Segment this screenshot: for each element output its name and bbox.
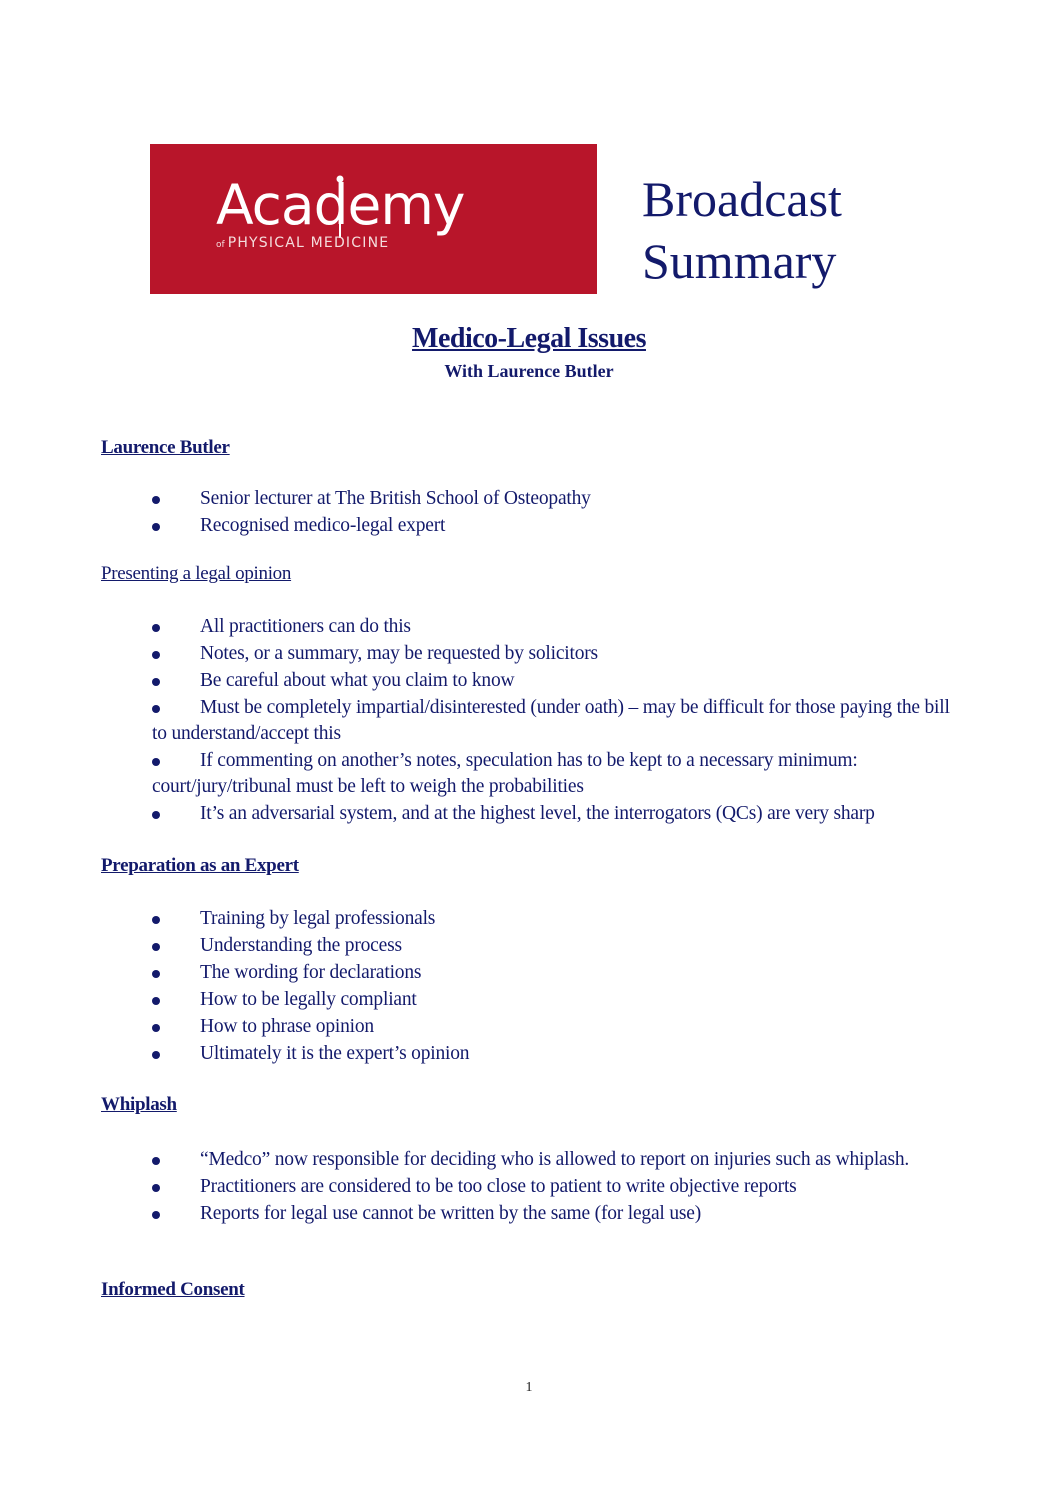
section-list-whiplash [152, 1147, 962, 1228]
list-item-text: Notes, or a summary, may be requested by solicitors [200, 643, 598, 664]
list-item-text: The wording for declarations [200, 962, 422, 983]
list-item-text: Ultimately it is the expert’s opinion [200, 1043, 470, 1064]
list-item-text: Be careful about what you claim to know [200, 670, 515, 691]
list-item [152, 801, 962, 827]
bullet-icon [152, 758, 160, 766]
section-heading-presenting-legal-opinion: Presenting a legal opinion [101, 563, 292, 584]
list-item-text: If commenting on another’s notes, speculation has to be kept to a necessary minimum: court/jury/tribunal must be left to weigh the probabilities [152, 750, 858, 797]
list-item [152, 960, 962, 986]
list-item [152, 1147, 962, 1173]
bullet-icon [152, 970, 160, 978]
section-heading-whiplash: Whiplash [101, 1094, 177, 1115]
list-item [152, 641, 962, 667]
broadcast-summary-heading [642, 168, 842, 292]
bullet-icon [152, 1024, 160, 1032]
list-item [152, 614, 962, 640]
bullet-icon [152, 1211, 160, 1219]
document-title: Medico-Legal Issues [412, 323, 646, 354]
list-item-text: Understanding the process [200, 935, 402, 956]
logo-wordmark: Academy [216, 173, 465, 237]
list-item [152, 1014, 962, 1040]
bullet-icon [152, 624, 160, 632]
list-item-text: It’s an adversarial system, and at the highest level, the interrogators (QCs) are very sharp [200, 803, 875, 824]
list-item [152, 486, 962, 512]
broadcast-line: Broadcast [642, 171, 842, 227]
list-item-text: How to phrase opinion [200, 1016, 374, 1037]
list-item [152, 513, 962, 539]
section-heading-preparation-expert: Preparation as an Expert [101, 855, 299, 876]
list-item [152, 906, 962, 932]
bullet-icon [152, 651, 160, 659]
section-list-laurence-butler [152, 486, 962, 540]
list-item-text: Must be completely impartial/disinterested (under oath) – may be difficult for those paying the bill to understand/accept this [152, 697, 950, 744]
page-number: 1 [525, 1380, 533, 1395]
list-item-text: Training by legal professionals [200, 908, 436, 929]
list-item-text: Recognised medico-legal expert [200, 515, 446, 536]
bullet-icon [152, 997, 160, 1005]
logo-subtitle [216, 236, 389, 250]
bullet-icon [152, 1157, 160, 1165]
bullet-icon [152, 523, 160, 531]
list-item [152, 933, 962, 959]
list-item [152, 695, 962, 747]
list-item-text: Reports for legal use cannot be written by the same (for legal use) [200, 1203, 702, 1224]
list-item-text: How to be legally compliant [200, 989, 417, 1010]
list-item-text: Practitioners are considered to be too close to patient to write objective reports [200, 1176, 797, 1197]
section-heading-informed-consent: Informed Consent [101, 1279, 245, 1300]
bullet-icon [152, 1184, 160, 1192]
section-list-presenting-legal-opinion [152, 614, 962, 828]
bullet-icon [152, 916, 160, 924]
list-item [152, 1041, 962, 1067]
list-item [152, 668, 962, 694]
bullet-icon [152, 678, 160, 686]
list-item-text: All practitioners can do this [200, 616, 411, 637]
logo-sub-text: PHYSICAL MEDICINE [227, 235, 390, 251]
summary-line: Summary [642, 233, 837, 289]
academy-logo [150, 144, 597, 294]
bullet-icon [152, 943, 160, 951]
list-item-text: “Medco” now responsible for deciding who is allowed to report on injuries such as whiplash. [200, 1149, 910, 1170]
list-item [152, 987, 962, 1013]
bullet-icon [152, 496, 160, 504]
logo-sub-of: of [216, 240, 225, 250]
section-heading-laurence-butler: Laurence Butler [101, 437, 230, 458]
list-item [152, 748, 962, 800]
bullet-icon [152, 811, 160, 819]
list-item [152, 1174, 962, 1200]
list-item [152, 1201, 962, 1227]
document-title-block [0, 322, 1058, 384]
document-subtitle: With Laurence Butler [444, 361, 614, 381]
bullet-icon [152, 705, 160, 713]
list-item-text: Senior lecturer at The British School of Osteopathy [200, 488, 591, 509]
bullet-icon [152, 1051, 160, 1059]
section-list-preparation-expert [152, 906, 962, 1068]
